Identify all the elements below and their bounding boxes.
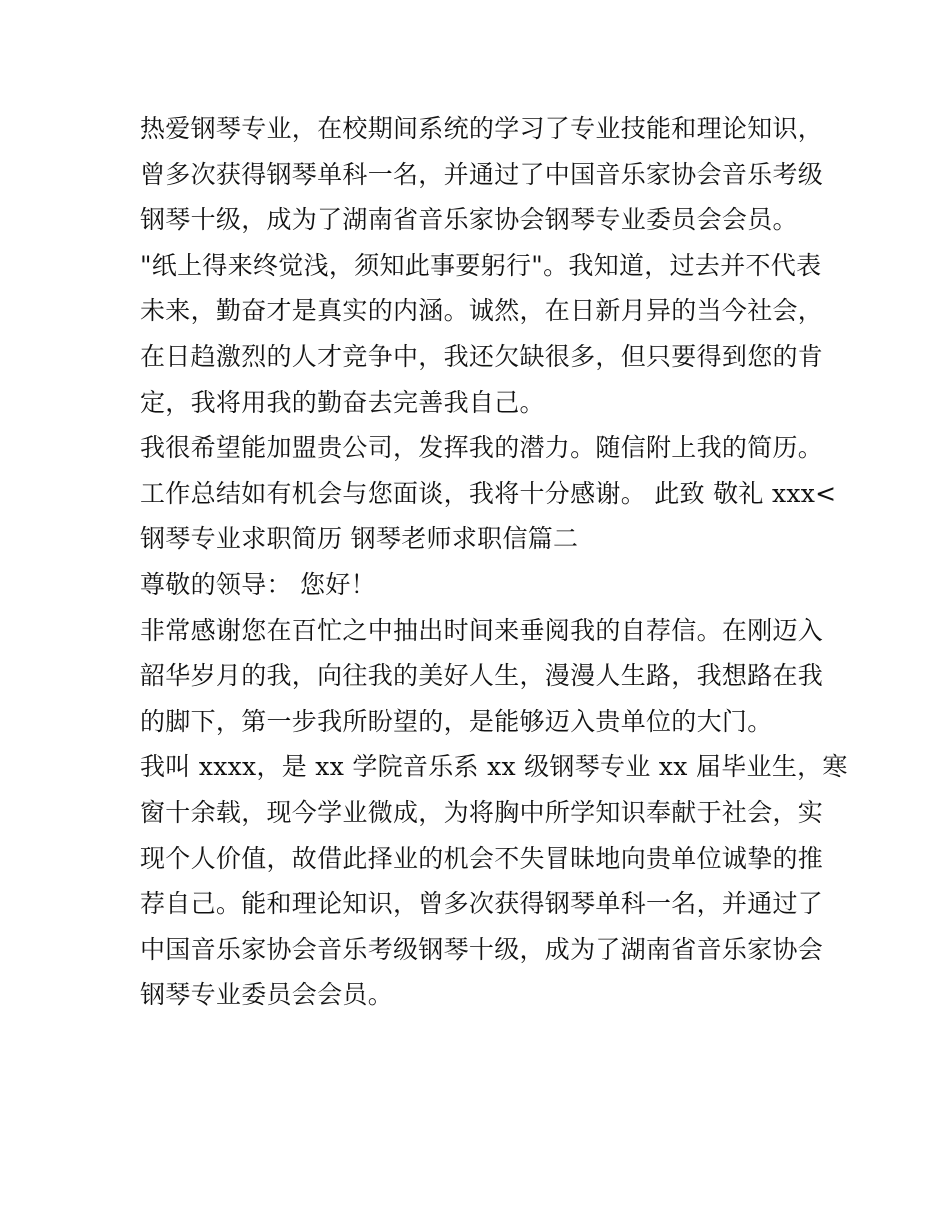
text-line: 我很希望能加盟贵公司，发挥我的潜力。随信附上我的简历。 [140,433,824,463]
text-line: 在日趋激烈的人才竞争中，我还欠缺很多，但只要得到您的肯 [140,341,824,371]
body-text [140,106,848,1018]
text-line: 定，我将用我的勤奋去完善我自己。 [140,387,545,417]
text-line: 我叫 xxxx，是 xx 学院音乐系 xx 级钢琴专业 xx 届毕业生，寒 [140,752,848,782]
text-line: 曾多次获得钢琴单科一名，并通过了中国音乐家协会音乐考级 [140,159,824,189]
section-heading: 钢琴专业求职简历 钢琴老师求职信篇二 [140,524,579,554]
text-line: 非常感谢您在百忙之中抽出时间来垂阅我的自荐信。在刚迈入 [140,615,824,645]
text-line: 的脚下，第一步我所盼望的，是能够迈入贵单位的大门。 [140,706,773,736]
text-line: 韶华岁月的我，向往我的美好人生，漫漫人生路，我想路在我 [140,661,824,691]
text-line: 工作总结如有机会与您面谈，我将十分感谢。 此致 敬礼 xxx< [140,478,837,508]
salutation: 尊敬的领导： 您好！ [140,569,376,599]
text-line: "纸上得来终觉浅，须知此事要躬行"。我知道，过去并不代表 [140,250,822,280]
text-line: 中国音乐家协会音乐考级钢琴十级，成为了湖南省音乐家协会 [140,934,824,964]
text-line: 荐自己。能和理论知识，曾多次获得钢琴单科一名，并通过了 [140,889,824,919]
text-line: 钢琴十级，成为了湖南省音乐家协会钢琴专业委员会会员。 [140,205,798,235]
text-line: 窗十余载，现今学业微成，为将胸中所学知识奉献于社会，实 [140,797,824,827]
text-line: 现个人价值，故借此择业的机会不失冒昧地向贵单位诚挚的推 [140,843,824,873]
text-line: 钢琴专业委员会会员。 [140,980,394,1010]
text-line: 未来，勤奋才是真实的内涵。诚然，在日新月异的当今社会， [140,296,824,326]
text-line: 热爱钢琴专业，在校期间系统的学习了专业技能和理论知识， [140,114,824,143]
